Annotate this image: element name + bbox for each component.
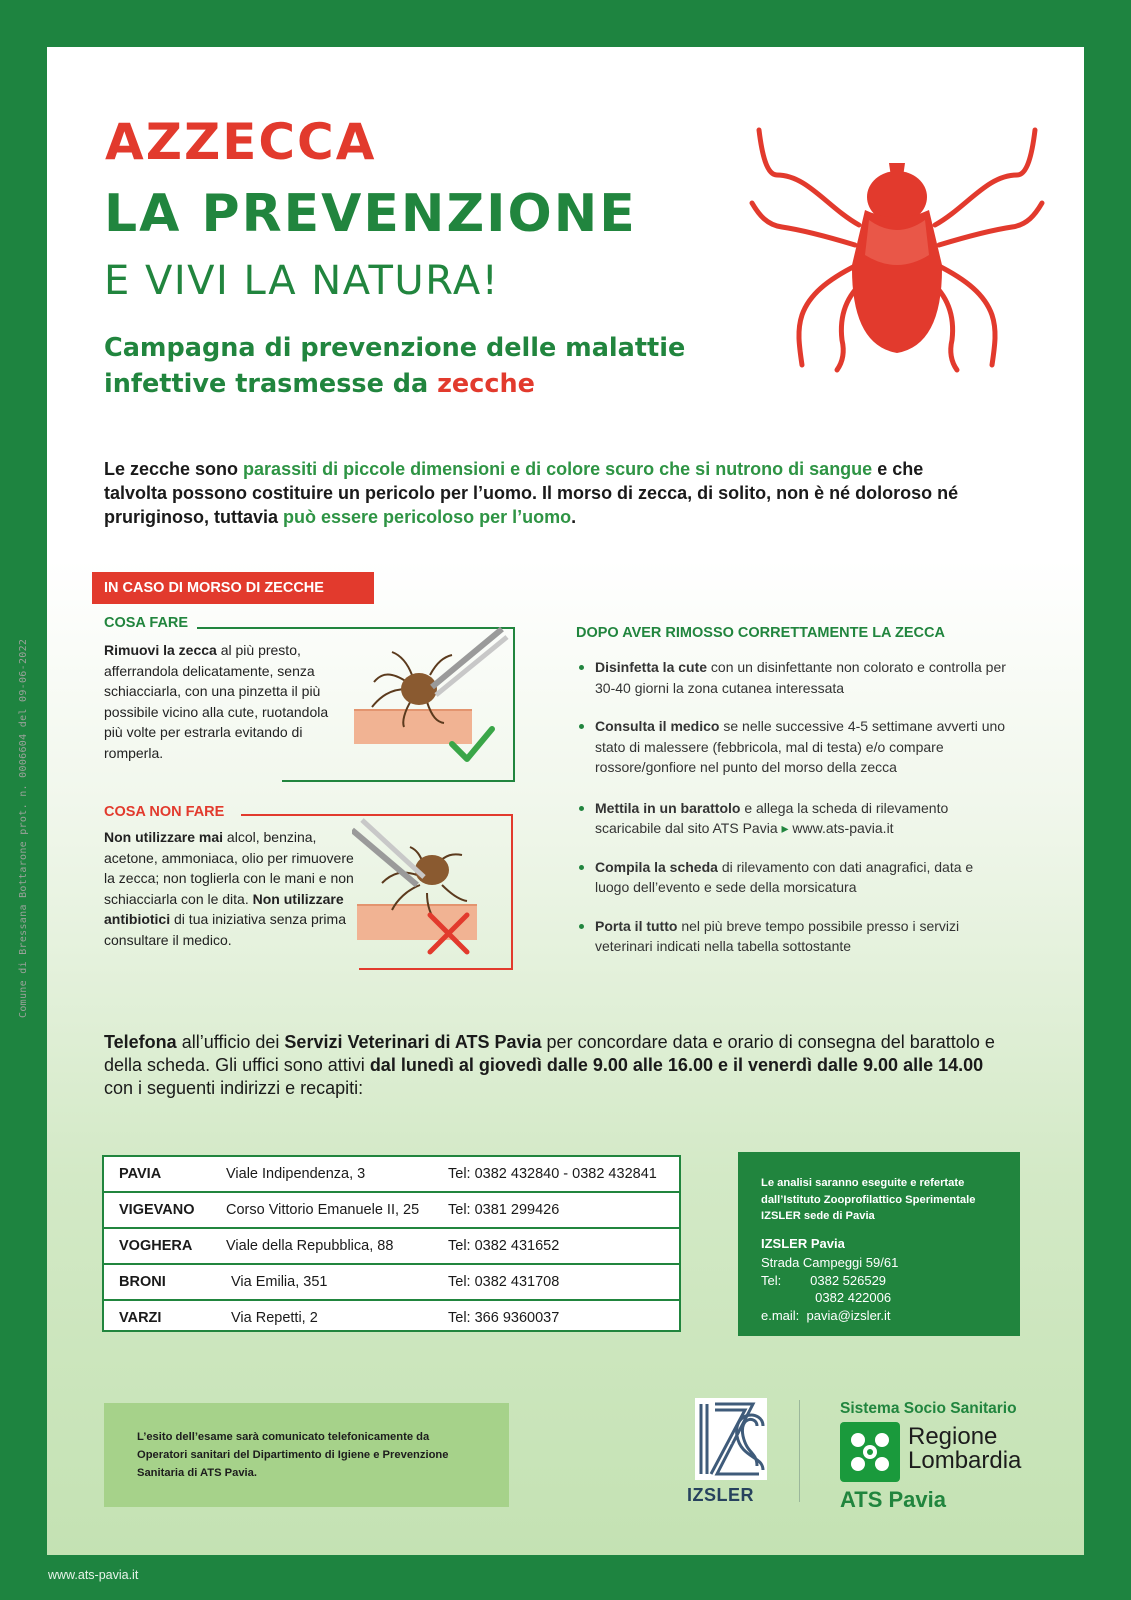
bite-section-header: IN CASO DI MORSO DI ZECCHE	[92, 572, 374, 604]
telefona-paragraph: Telefona all’ufficio dei Servizi Veterinari di ATS Pavia per concordare data e orario di consegna del barattolo e della scheda. Gli uffici sono attivi dal lunedì al giovedì dalle 9.00 alle 16.00 e il venerdì dalle 9.00 alle 14.00 con i seguenti indirizzi e recapiti:	[104, 1032, 995, 1098]
izsler-logo	[693, 1396, 769, 1482]
poster	[47, 47, 1084, 1555]
list-item: Disinfetta la cute con un disinfettante non colorato e controlla per 30-40 giorni la zona cutanea interessata	[576, 657, 1006, 698]
subtitle-line2: infettive trasmesse da	[104, 369, 438, 399]
tweezers-remove-icon	[352, 627, 512, 777]
table-row: VOGHERA Viale della Repubblica, 88 Tel: 0382 431652	[119, 1238, 560, 1254]
regione-lombardia-text: Regione Lombardia	[908, 1423, 1022, 1474]
regione-lombardia-logo-icon	[840, 1422, 900, 1482]
headline-azzecca: AZZECCA	[105, 113, 377, 171]
ats-link[interactable]: www.ats-pavia.it	[788, 820, 894, 836]
subtitle-line1: Campagna di prevenzione delle malattie	[104, 333, 686, 363]
cosa-non-fare-title: COSA NON FARE	[104, 804, 225, 820]
cosa-non-fare-text: Non utilizzare mai alcol, benzina, acetone, ammoniaca, olio per rimuovere la zecca; non toglierla con le mani e non schiacciarla con le dita. Non utilizzare antibiotici di tua iniziativa senza prima consultare il medico.	[104, 829, 354, 948]
izsler-name: IZSLER Pavia	[761, 1236, 845, 1251]
list-item: Porta il tutto nel più breve tempo possibile presso i servizi veterinari indicati nella tabella sottostante	[576, 916, 1006, 957]
divider	[282, 780, 515, 782]
protocol-stamp: Comune di Bressana Bottarone prot. n. 0006604 del 09-06-2022	[18, 638, 29, 1018]
table-row: VIGEVANO Corso Vittorio Emanuele II, 25 Tel: 0381 299426	[119, 1202, 560, 1218]
logo-divider	[799, 1400, 800, 1502]
izs-mark: IZS	[730, 1444, 732, 1445]
list-item: Consulta il medico se nelle successive 4-5 settimane avverti uno stato di malessere (febbricola, mal di testa) e/o compare rossore/gonfiore nel punto del morso della zecca	[576, 716, 1006, 778]
arrow-icon: ▸	[781, 820, 789, 836]
tweezers-wrong-icon	[352, 815, 512, 965]
intro-paragraph: Le zecche sono parassiti di piccole dimensioni e di colore scuro che si nutrono di sangue e che talvolta possono costituire un pericolo per l’uomo. Il morso di zecca, di solito, non è né doloroso né pruriginoso, tuttavia può essere pericoloso per l’uomo.	[104, 459, 959, 527]
divider	[513, 627, 515, 782]
subtitle-highlight: zecche	[437, 369, 535, 399]
list-item: Compila la scheda di rilevamento con dati anagrafici, data e luogo dell’evento e sede della morsicatura	[576, 857, 1006, 898]
after-removal-title: DOPO AVER RIMOSSO CORRETTAMENTE LA ZECCA	[576, 625, 945, 641]
headline-prevenzione: LA PREVENZIONE	[104, 184, 637, 244]
esito-box	[104, 1403, 509, 1507]
table-row: PAVIA Viale Indipendenza, 3 Tel: 0382 432840 - 0382 432841	[119, 1166, 657, 1182]
esito-text: L’esito dell’esame sarà comunicato telefonicamente da Operatori sanitari del Dipartimento di Igiene e Prevenzione Sanitaria di ATS Pavia.	[137, 1431, 449, 1479]
headline-natura: E VIVI LA NATURA!	[104, 258, 500, 304]
tick-icon	[747, 115, 1047, 375]
sistema-socio-sanitario: Sistema Socio Sanitario	[840, 1400, 1017, 1417]
ats-pavia-logo-text: ATS Pavia	[840, 1487, 946, 1512]
footer-website[interactable]: www.ats-pavia.it	[48, 1568, 139, 1582]
izsler-intro: Le analisi saranno eseguite e refertate dall’Istituto Zooprofilattico Sperimentale IZSLER sede di Pavia	[761, 1177, 976, 1222]
izsler-info-box	[738, 1152, 1020, 1336]
izsler-logo-text: IZSLER	[687, 1485, 755, 1505]
campaign-subtitle	[104, 330, 685, 402]
table-row: VARZI Via Repetti, 2 Tel: 366 9360037	[119, 1310, 560, 1326]
izsler-details: Strada Campeggi 59/61 Tel: 0382 526529 0382 422006 e.mail: pavia@izsler.it	[761, 1255, 899, 1323]
offices-table	[102, 1155, 681, 1332]
list-item: Mettila in un barattolo e allega la scheda di rilevamento scaricabile dal sito ATS Pavia ▸ www.ats-pavia.it	[576, 798, 1006, 839]
cosa-fare-text: Rimuovi la zecca al più presto, afferrandola delicatamente, senza schiacciarla, con una pinzetta il più possibile vicino alla cute, ruotandola più volte per estrarla evitando di romperla.	[104, 642, 329, 761]
divider	[359, 968, 513, 970]
cosa-fare-title: COSA FARE	[104, 615, 189, 631]
after-removal-list	[576, 657, 1006, 975]
table-row: BRONI Via Emilia, 351 Tel: 0382 431708	[119, 1274, 560, 1290]
